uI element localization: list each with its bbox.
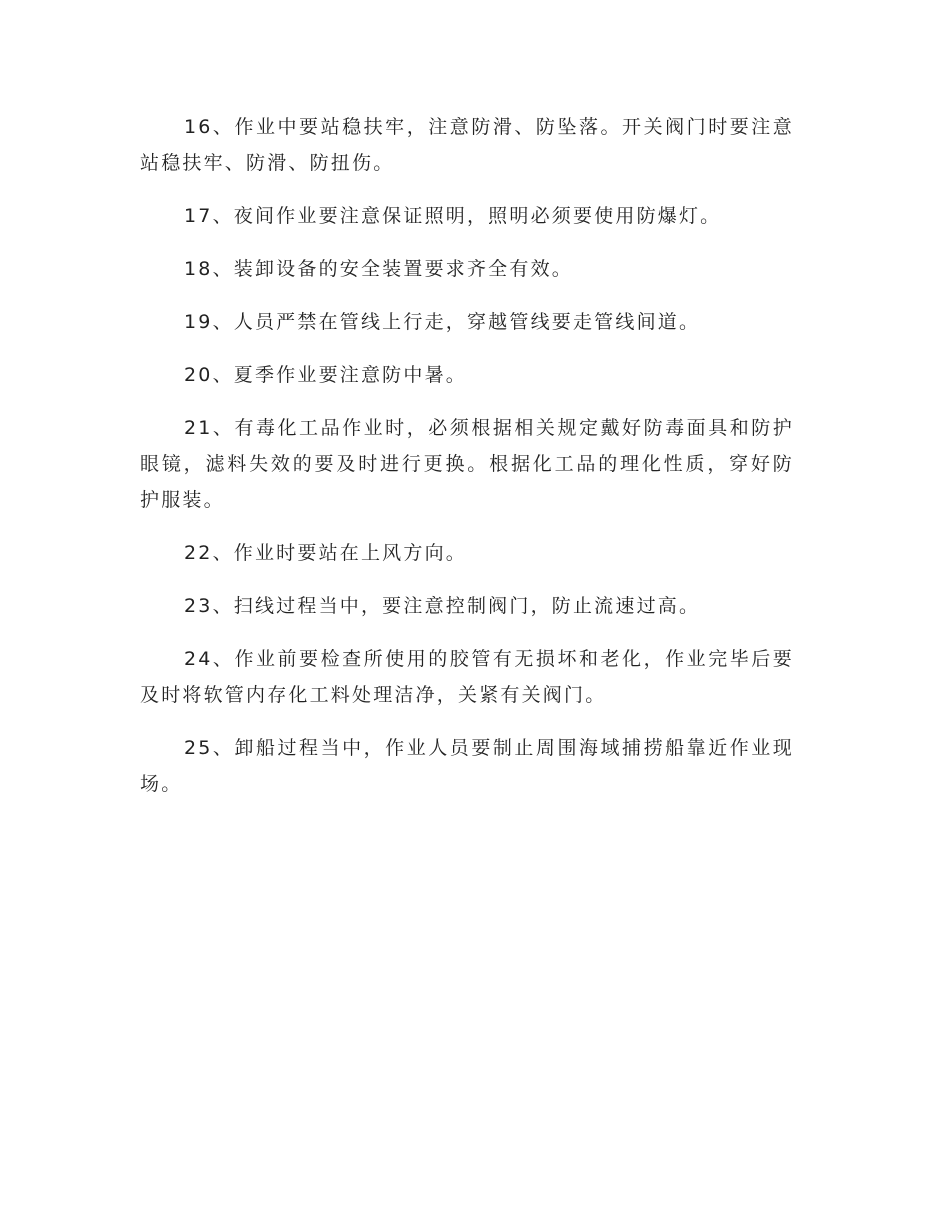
paragraph-18: 18、装卸设备的安全装置要求齐全有效。 [184,258,573,280]
paragraph-22: 22、作业时要站在上风方向。 [184,542,467,564]
paragraph-17: 17、夜间作业要注意保证照明，照明必须要使用防爆灯。 [184,205,722,227]
paragraph-19: 19、人员严禁在管线上行走，穿越管线要走管线间道。 [184,311,701,333]
paragraph-24: 24、作业前要检查所使用的胶管有无损坏和老化，作业完毕后要及时将软管内存化工料处理洁净，关紧有关阀门。 [140,648,794,706]
paragraph-20: 20、夏季作业要注意防中暑。 [184,364,467,386]
paragraph-25: 25、卸船过程当中，作业人员要制止周围海域捕捞船靠近作业现场。 [140,737,794,795]
document-body [140,109,794,819]
paragraph-16: 16、作业中要站稳扶牢，注意防滑、防坠落。开关阀门时要注意站稳扶牢、防滑、防扭伤。 [140,116,794,174]
paragraph-23: 23、扫线过程当中，要注意控制阀门，防止流速过高。 [184,595,701,617]
paragraph-21: 21、有毒化工品作业时，必须根据相关规定戴好防毒面具和防护眼镜，滤料失效的要及时进行更换。根据化工品的理化性质，穿好防护服装。 [140,417,794,511]
